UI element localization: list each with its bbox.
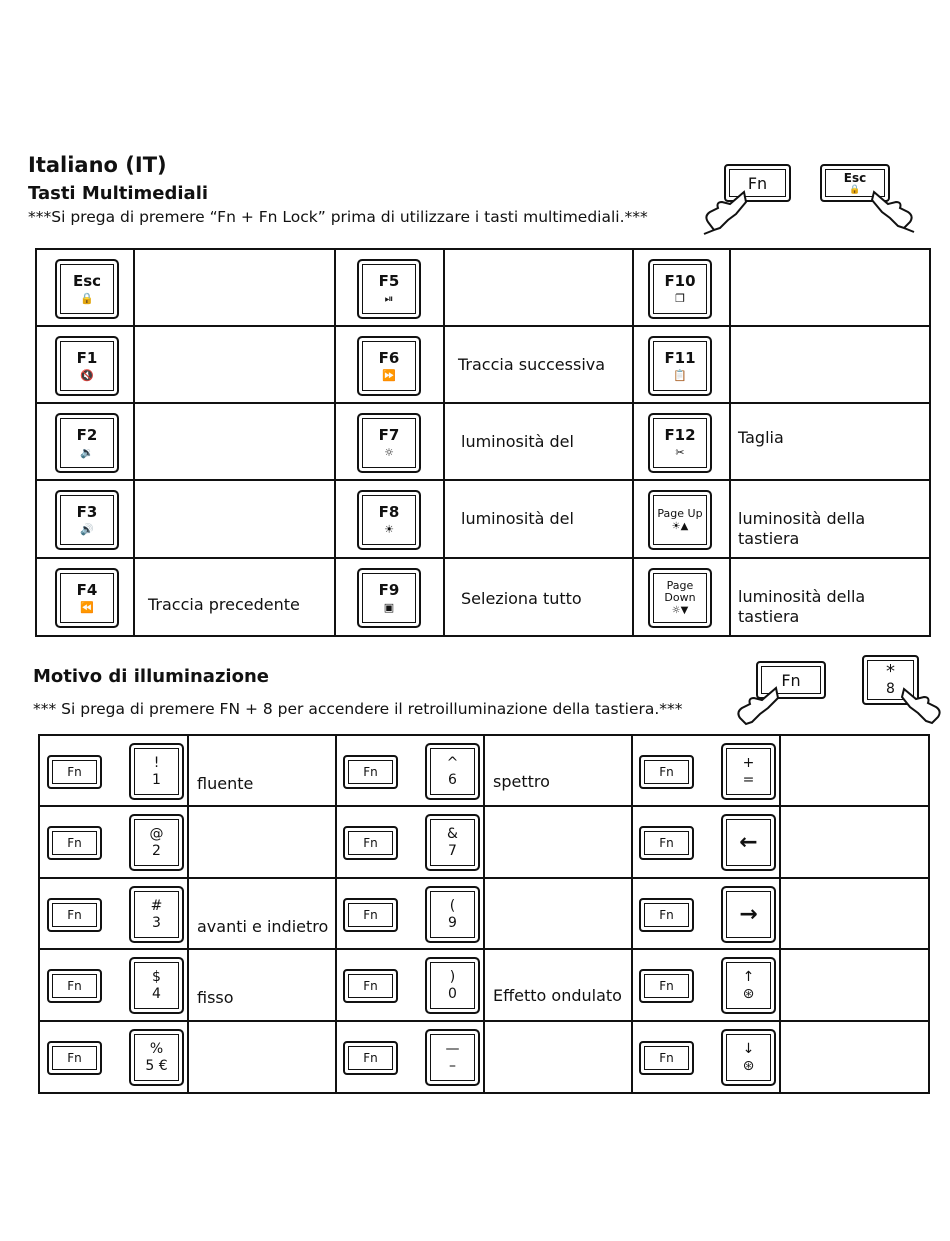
- key-label: F7: [378, 425, 400, 444]
- volume-down-icon: 🔉: [80, 446, 94, 460]
- lock-icon: 🔒: [849, 185, 861, 195]
- key-label: Page Down: [664, 578, 696, 604]
- page-title: Italiano (IT): [28, 153, 167, 177]
- key-label: F3: [76, 502, 98, 521]
- key-label: F8: [378, 502, 400, 521]
- header-8-key: * 8: [862, 655, 919, 705]
- key-f5: [357, 259, 421, 319]
- key-label: Esc: [72, 271, 102, 290]
- key-–: [425, 1029, 480, 1086]
- key-4: [129, 957, 184, 1014]
- key-2: [129, 814, 184, 871]
- key-bottom-symbol: –: [449, 1057, 456, 1074]
- fn-key: Fn: [343, 1041, 398, 1075]
- select-all-icon: ▣: [383, 601, 395, 615]
- key-f8: [357, 490, 421, 550]
- section-title-multimedia: Tasti Multimediali: [28, 183, 209, 204]
- backlight-down-icon: ☼▼: [671, 605, 689, 617]
- arrow-left-icon: ←: [739, 829, 758, 855]
- effect-description: fluente: [197, 774, 254, 793]
- fn-key: Fn: [639, 898, 694, 932]
- play-pause-icon: ⏯: [384, 292, 394, 306]
- fn-key: Fn: [639, 826, 694, 860]
- key-=: [721, 743, 776, 800]
- key-bottom-symbol: 9: [448, 914, 457, 931]
- header-esc-key: Esc 🔒: [820, 164, 890, 202]
- paste-icon: 📋: [673, 369, 687, 383]
- effect-description: fisso: [197, 988, 234, 1007]
- key-f2: [55, 413, 119, 473]
- speed-up-icon: ↑: [742, 969, 755, 986]
- key-top-symbol: %: [149, 1041, 164, 1058]
- arrow-right-key: [721, 886, 776, 943]
- pointing-hand-icon: [700, 188, 750, 236]
- key-description: Taglia: [738, 428, 784, 447]
- key-description: Seleziona tutto: [461, 589, 582, 608]
- key-description: Traccia precedente: [148, 595, 300, 614]
- key-3: [129, 886, 184, 943]
- key-bottom-symbol: 4: [152, 985, 161, 1002]
- key-top-symbol: ^: [446, 755, 459, 772]
- key-label: F11: [664, 348, 696, 367]
- fn-key: Fn: [343, 898, 398, 932]
- key-label: F1: [76, 348, 98, 367]
- fn-key: Fn: [47, 1041, 102, 1075]
- backlight-up-icon: ☀▲: [671, 521, 689, 533]
- key-label: F10: [664, 271, 696, 290]
- key-0: [425, 957, 480, 1014]
- key-f4: [55, 568, 119, 628]
- key-bottom-symbol: 7: [448, 842, 457, 859]
- key-bottom-symbol: 1: [152, 771, 161, 788]
- brightness-up-icon: ☀: [384, 523, 394, 537]
- key-f6: [357, 336, 421, 396]
- key-label: F12: [664, 425, 696, 444]
- key-bottom-symbol: ⊛: [742, 985, 755, 1002]
- speed-down-key: [721, 1029, 776, 1086]
- key-label: F6: [378, 348, 400, 367]
- key-f1: [55, 336, 119, 396]
- lighting-note: *** Si prega di premere FN + 8 per accendere il retroilluminazione della tastiera.***: [33, 700, 683, 718]
- key-bottom-symbol: 3: [152, 914, 161, 931]
- key-description: Traccia successiva: [458, 355, 606, 374]
- key-top-symbol: —: [445, 1041, 460, 1058]
- effect-description: spettro: [493, 772, 550, 791]
- key-top-symbol: #: [150, 898, 163, 915]
- key-label: Page Up: [657, 506, 703, 520]
- key-f11: [648, 336, 712, 396]
- key-f3: [55, 490, 119, 550]
- fn-key: Fn: [639, 755, 694, 789]
- key-page-up: [648, 490, 712, 550]
- key-bottom-symbol: 5 €: [145, 1057, 168, 1074]
- key-top-symbol: !: [153, 755, 160, 772]
- key-description: luminosità del: [461, 509, 574, 528]
- pointing-hand-icon: [900, 685, 946, 725]
- fn-key: Fn: [47, 969, 102, 1003]
- key-5 €: [129, 1029, 184, 1086]
- effect-description: avanti e indietro: [197, 917, 329, 936]
- key-f10: [648, 259, 712, 319]
- key-top-symbol: &: [447, 826, 458, 843]
- key-label: F9: [378, 580, 400, 599]
- key-7: [425, 814, 480, 871]
- key-bottom-symbol: =: [742, 771, 755, 788]
- key-label: F2: [76, 425, 98, 444]
- key-f12: [648, 413, 712, 473]
- key-label: F4: [76, 580, 98, 599]
- fn-key: Fn: [639, 969, 694, 1003]
- effect-description: Effetto ondulato: [493, 986, 622, 1005]
- key-bottom-symbol: ⊛: [742, 1057, 755, 1074]
- key-description: luminosità della tastiera: [738, 509, 866, 548]
- copy-icon: ❐: [675, 292, 685, 306]
- multimedia-note: ***Si prega di premere “Fn + Fn Lock” prima di utilizzare i tasti multimediali.***: [28, 208, 648, 226]
- section-title-lighting: Motivo di illuminazione: [33, 666, 269, 687]
- speed-down-icon: ↓: [742, 1041, 755, 1058]
- key-page-down: [648, 568, 712, 628]
- key-9: [425, 886, 480, 943]
- key-f7: [357, 413, 421, 473]
- key-top-symbol: @: [149, 826, 164, 843]
- key-top-symbol: +: [742, 755, 755, 772]
- key-top-symbol: $: [152, 969, 161, 986]
- key-1: [129, 743, 184, 800]
- fn-key: Fn: [47, 898, 102, 932]
- fn-key: Fn: [343, 826, 398, 860]
- header-fn-key-2: Fn: [756, 661, 826, 699]
- previous-track-icon: ⏪: [80, 601, 94, 615]
- pointing-hand-icon: [732, 684, 782, 728]
- key-description: luminosità del: [461, 432, 574, 451]
- next-track-icon: ⏩: [382, 369, 396, 383]
- key-esc: [55, 259, 119, 319]
- key-top-symbol: ): [449, 969, 456, 986]
- pointing-hand-icon: [870, 188, 918, 234]
- speed-up-key: [721, 957, 776, 1014]
- lock-icon: 🔒: [80, 292, 94, 306]
- key-label: F5: [378, 271, 400, 290]
- volume-up-icon: 🔊: [80, 523, 94, 537]
- fn-key: Fn: [47, 826, 102, 860]
- fn-key: Fn: [47, 755, 102, 789]
- key-6: [425, 743, 480, 800]
- brightness-down-icon: ☼: [384, 446, 394, 460]
- key-bottom-symbol: 0: [448, 985, 457, 1002]
- header-fn-key: Fn: [724, 164, 791, 202]
- arrow-left-key: [721, 814, 776, 871]
- fn-key: Fn: [343, 755, 398, 789]
- key-bottom-symbol: 6: [448, 771, 457, 788]
- key-description: luminosità della tastiera: [738, 587, 866, 626]
- key-f9: [357, 568, 421, 628]
- arrow-right-icon: →: [739, 901, 758, 927]
- key-bottom-symbol: 2: [152, 842, 161, 859]
- mute-icon: 🔇: [80, 369, 94, 383]
- key-top-symbol: (: [449, 898, 456, 915]
- cut-icon: ✂: [675, 446, 685, 460]
- fn-key: Fn: [343, 969, 398, 1003]
- fn-key: Fn: [639, 1041, 694, 1075]
